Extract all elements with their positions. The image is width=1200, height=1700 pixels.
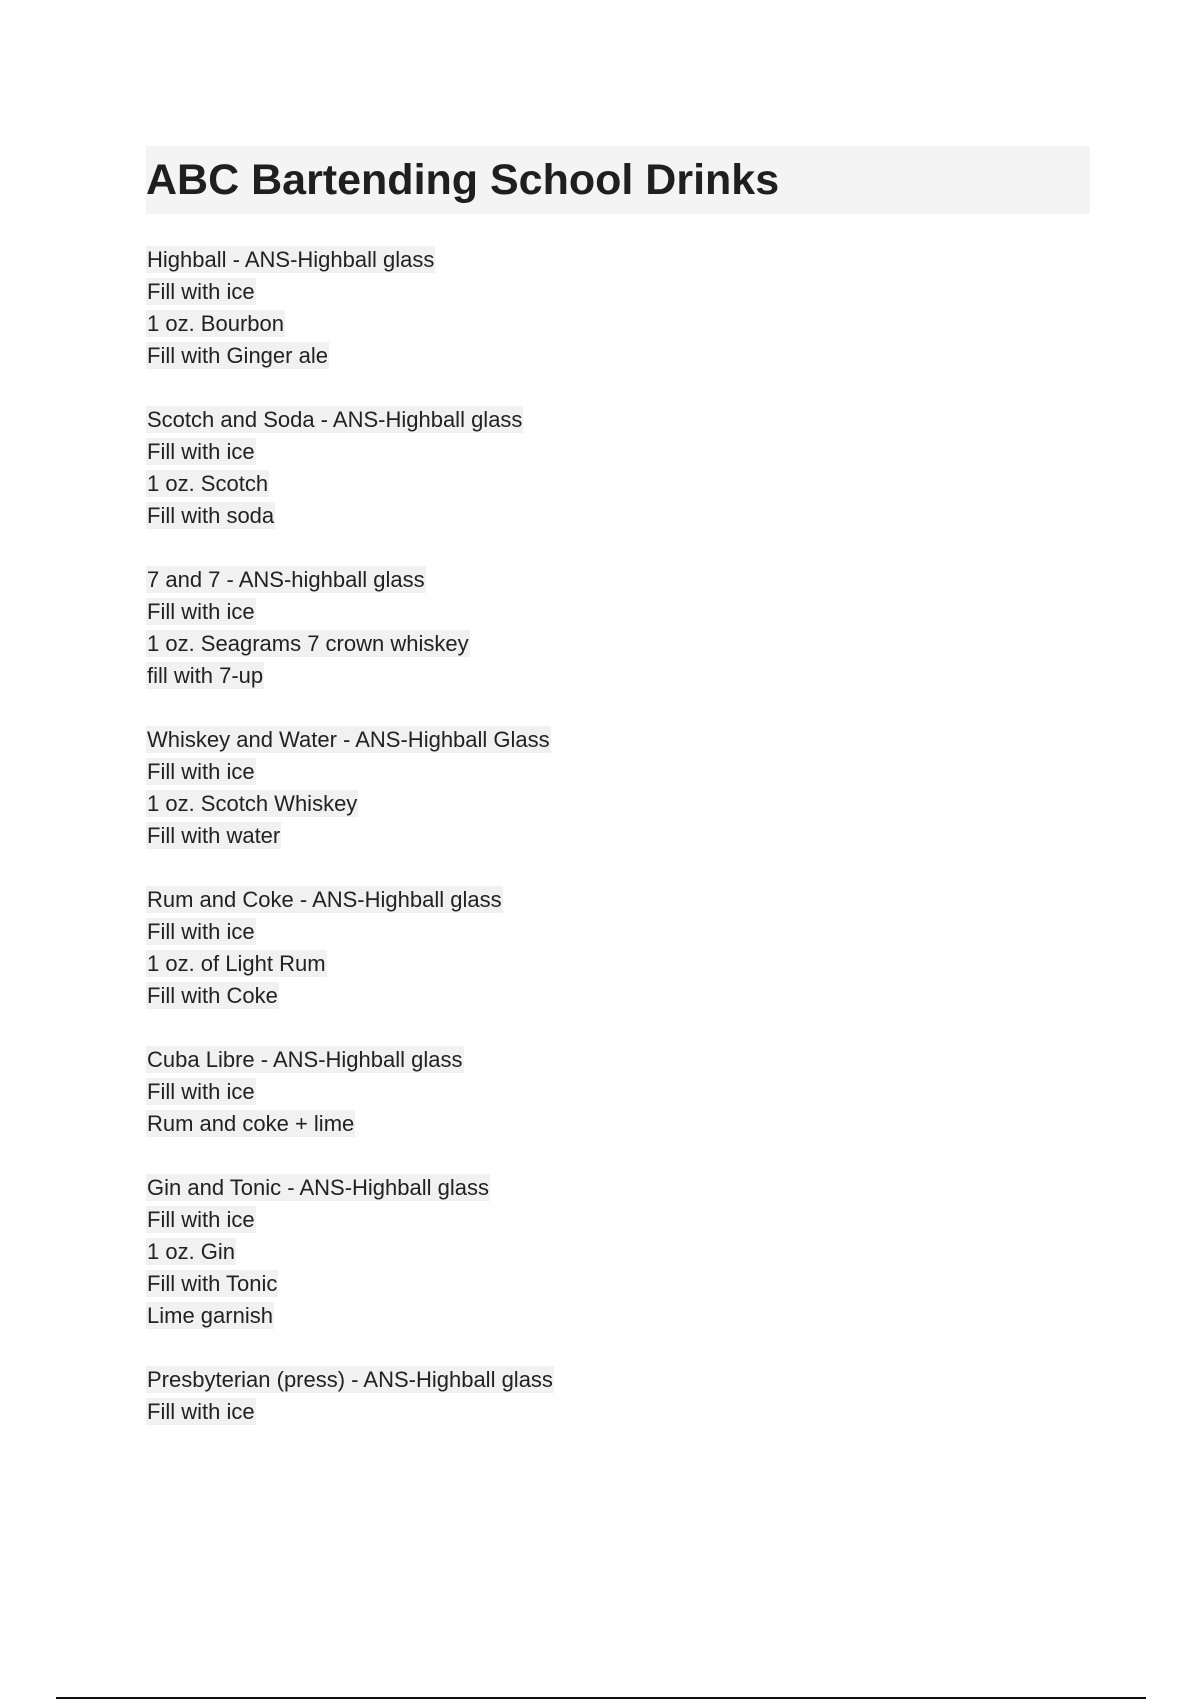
drink-step: 1 oz. Gin	[147, 1239, 236, 1264]
drink-step: Fill with ice	[147, 1399, 255, 1424]
drink-entry-rum-and-coke	[146, 884, 1090, 1012]
footer-divider	[56, 1697, 1146, 1699]
drink-heading: Rum and Coke - ANS-Highball glass	[147, 887, 502, 912]
drink-entry-cuba-libre	[146, 1044, 1090, 1140]
drink-step: 1 oz. Bourbon	[147, 311, 284, 336]
drink-step: Fill with ice	[147, 599, 255, 624]
drink-entry-highball	[146, 244, 1090, 372]
drink-list	[146, 244, 1090, 1460]
drink-step: 1 oz. Seagrams 7 crown whiskey	[147, 631, 469, 656]
drink-entry-scotch-and-soda	[146, 404, 1090, 532]
drink-step: Rum and coke + lime	[147, 1111, 355, 1136]
drink-step: Fill with Ginger ale	[147, 343, 328, 368]
drink-step: Fill with Tonic	[147, 1271, 278, 1296]
drink-heading: Cuba Libre - ANS-Highball glass	[147, 1047, 463, 1072]
drink-step: Lime garnish	[147, 1303, 273, 1328]
drink-step: Fill with water	[147, 823, 281, 848]
drink-step: 1 oz. Scotch Whiskey	[147, 791, 358, 816]
drink-heading: Whiskey and Water - ANS-Highball Glass	[147, 727, 550, 752]
page-title: ABC Bartending School Drinks	[146, 156, 780, 204]
title-bar	[146, 146, 1090, 214]
drink-step: Fill with Coke	[147, 983, 278, 1008]
drink-step: Fill with soda	[147, 503, 275, 528]
drink-entry-7-and-7	[146, 564, 1090, 692]
drink-step: Fill with ice	[147, 759, 255, 784]
drink-step: Fill with ice	[147, 279, 255, 304]
drink-entry-gin-and-tonic	[146, 1172, 1090, 1332]
drink-step: Fill with ice	[147, 1079, 255, 1104]
drink-step: 1 oz. of Light Rum	[147, 951, 326, 976]
drink-entry-presbyterian	[146, 1364, 1090, 1428]
drink-step: 1 oz. Scotch	[147, 471, 269, 496]
drink-heading: Gin and Tonic - ANS-Highball glass	[147, 1175, 489, 1200]
drink-heading: Presbyterian (press) - ANS-Highball glass	[147, 1367, 553, 1392]
drink-heading: 7 and 7 - ANS-highball glass	[147, 567, 425, 592]
drink-step: Fill with ice	[147, 439, 255, 464]
drink-entry-whiskey-and-water	[146, 724, 1090, 852]
drink-heading: Highball - ANS-Highball glass	[147, 247, 435, 272]
drink-step: Fill with ice	[147, 1207, 255, 1232]
drink-heading: Scotch and Soda - ANS-Highball glass	[147, 407, 523, 432]
drink-step: Fill with ice	[147, 919, 255, 944]
drink-step: fill with 7-up	[147, 663, 264, 688]
